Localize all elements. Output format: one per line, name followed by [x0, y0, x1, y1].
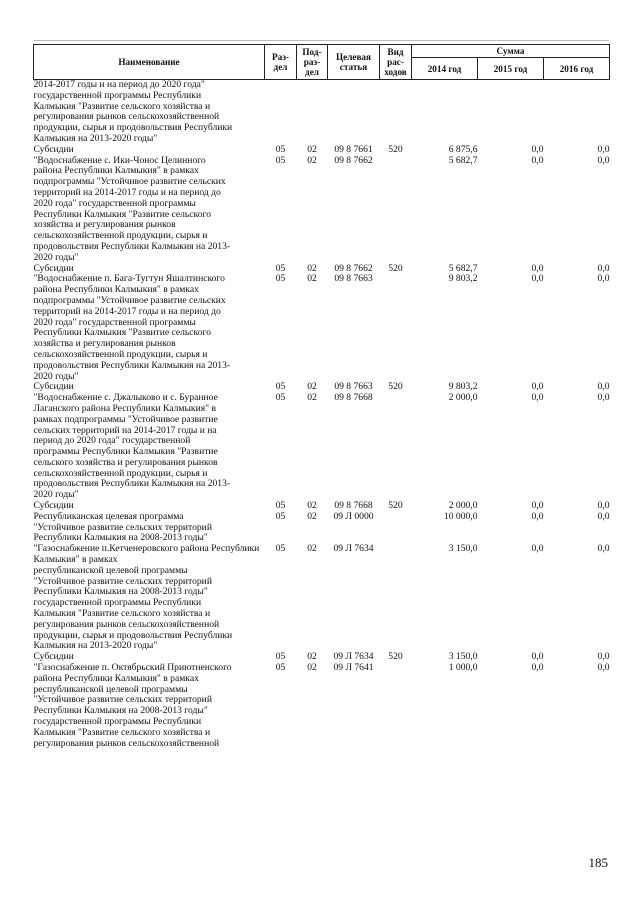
row-vid-rashodov	[380, 274, 412, 382]
row-podrazdel: 02	[307, 510, 317, 522]
row-razdel: 05	[275, 500, 286, 512]
row-cel-statya: 09 Л 7634	[333, 543, 374, 555]
header-razdel: Раз- дел	[265, 45, 297, 80]
row-2014: 1 000,0	[448, 662, 478, 674]
table-row	[34, 156, 610, 264]
row-razdel: 05	[275, 262, 286, 274]
table-row	[34, 512, 610, 544]
row-razdel: 05	[275, 273, 286, 285]
row-vid-rashodov	[380, 512, 412, 544]
row-2015: 0,0	[531, 500, 544, 512]
row-podrazdel: 02	[307, 273, 317, 285]
row-2016: 0,0	[597, 543, 610, 555]
row-name: "Газоснабжение п.Кетченеровского района Республики Калмыкия" в рамках республиканской целевой программы "Устойчивое развитие сельских территорий Республики Калмыкия на 2008-2013 годы" государственной программы Республики Калмыкия "Развитие сельского хозяйства и регулирования рынков сельскохозяйственной продукции, сырья и продовольствия Республики Калмыкия на 2013-2020 годы"	[33, 543, 260, 652]
row-name: 2014-2017 годы и на период до 2020 года" государственной программы Республики Калмыкия "Развитие сельского хозяйства и регулирования рынков сельскохозяйственной продукции, сырья и продовольствия Республики Калмыкия на 2013-2020 годы"	[33, 79, 233, 144]
row-2015: 0,0	[531, 543, 544, 555]
row-2014: 2 000,0	[448, 392, 478, 404]
table-row	[34, 274, 610, 382]
row-2016: 0,0	[597, 500, 610, 512]
row-2015: 0,0	[531, 154, 544, 166]
row-razdel	[265, 80, 297, 145]
row-cel-statya: 09 8 7662	[334, 262, 373, 274]
row-vid-rashodov	[380, 156, 412, 264]
row-2016: 0,0	[597, 510, 610, 522]
table-row	[34, 145, 610, 156]
row-2014: 2 000,0	[448, 500, 478, 512]
row-2015: 0,0	[531, 273, 544, 285]
row-2015: 0,0	[531, 510, 544, 522]
row-2014: 5 682,7	[448, 262, 478, 274]
row-name: "Водоснабжение с. Ики-Чонос Целинного района Республики Калмыкия" в рамках подпрограммы "Устойчивое развитие сельских территорий на 2014-2017 годы и на период до 2020 года" государственной программы Республики Калмыкия "Развитие сельского хозяйства и регулирования рынков сельскохозяйственной продукции, сырья и продовольствия Республики Калмыкия на 2013- 2020 годы"	[33, 154, 231, 263]
row-vid-rashodov	[380, 544, 412, 652]
row-name: "Газоснабжение п. Октябрьский Приютненского района Республики Калмыкия" в рамках республиканской целевой программы "Устойчивое развитие сельских территорий Республики Калмыкия на 2008-2013 годы" государственной программы Республики Калмыкия "Развитие сельского хозяйства и регулирования рынков сельскохозяйственной	[33, 662, 232, 749]
table-row	[34, 663, 610, 749]
table-row	[34, 393, 610, 501]
row-2016: 0,0	[597, 381, 610, 393]
row-vid-rashodov	[380, 393, 412, 501]
row-podrazdel: 02	[307, 143, 317, 155]
row-name: Субсидии	[33, 143, 74, 155]
row-cel-statya: 09 8 7668	[334, 500, 373, 512]
row-2016: 0,0	[597, 154, 610, 166]
row-2015: 0,0	[531, 381, 544, 393]
budget-table	[33, 44, 610, 749]
row-razdel: 05	[275, 662, 286, 674]
row-2014	[412, 80, 478, 145]
table-row	[34, 544, 610, 652]
header-podrazdel: Под- раз- дел	[297, 45, 328, 80]
row-vid-rashodov: 520	[388, 651, 403, 663]
row-razdel: 05	[275, 651, 286, 663]
row-razdel: 05	[275, 543, 286, 555]
row-vid-rashodov: 520	[388, 500, 403, 512]
row-podrazdel: 02	[307, 651, 317, 663]
row-2016: 0,0	[597, 273, 610, 285]
row-2015: 0,0	[531, 143, 544, 155]
row-cel-statya: 09 8 7661	[334, 143, 373, 155]
header-name: Наименование	[34, 45, 265, 80]
row-name: "Водоснабжение с. Джалыково и с. Буранное Лаганского района Республики Калмыкия" в рамках подпрограммы "Устойчивое развитие сельских территорий на 2014-2017 годы и на период до 2020 года" государственной программы Республики Калмыкия "Развитие сельского хозяйства и регулирования рынков сельскохозяйственной продукции, сырья и продовольствия Республики Калмыкия на 2013- 2020 годы"	[33, 392, 231, 501]
row-podrazdel: 02	[307, 543, 317, 555]
header-cel-statya: Целевая статья	[328, 45, 380, 80]
row-vid-rashodov: 520	[388, 262, 403, 274]
row-razdel: 05	[275, 143, 286, 155]
row-podrazdel	[297, 80, 328, 145]
row-vid-rashodov: 520	[388, 143, 403, 155]
row-name: Республиканская целевая программа "Устойчивое развитие сельских территорий Республики Калмыкия на 2008-2013 годы"	[33, 510, 212, 544]
page-number: 185	[588, 855, 608, 870]
row-2016: 0,0	[597, 662, 610, 674]
row-2016: 0,0	[597, 651, 610, 663]
row-podrazdel: 02	[307, 154, 317, 166]
row-name: Субсидии	[33, 651, 74, 663]
header-summa: Сумма	[412, 45, 610, 58]
row-cel-statya: 09 8 7662	[334, 154, 373, 166]
row-name: "Водоснабжение п. Бага-Тугтун Яшалтинского района Республики Калмыкия" в рамках подпрограммы "Устойчивое развитие сельских территорий на 2014-2017 годы и на период до 2020 года" государственной программы Республики Калмыкия "Развитие сельского хозяйства и регулирования рынков сельскохозяйственной продукции, сырья и продовольствия Республики Калмыкия на 2013- 2020 годы"	[33, 273, 231, 382]
header-2014: 2014 год	[412, 58, 478, 80]
row-name: Субсидии	[33, 500, 74, 512]
row-2015	[478, 80, 544, 145]
row-vid-rashodov: 520	[388, 381, 403, 393]
row-razdel: 05	[275, 392, 286, 404]
row-2014: 6 875,6	[448, 143, 478, 155]
row-razdel: 05	[275, 381, 286, 393]
row-cel-statya: 09 8 7663	[334, 273, 373, 285]
row-podrazdel: 02	[307, 662, 317, 674]
row-2014: 10 000,0	[443, 510, 478, 522]
row-2014: 9 803,2	[448, 273, 478, 285]
row-2016	[544, 80, 610, 145]
row-cel-statya: 09 Л 0000	[333, 510, 374, 522]
row-podrazdel: 02	[307, 392, 317, 404]
row-2016: 0,0	[597, 262, 610, 274]
header-2015: 2015 год	[478, 58, 544, 80]
row-podrazdel: 02	[307, 262, 317, 274]
top-rule	[33, 40, 609, 41]
row-2015: 0,0	[531, 392, 544, 404]
row-2015: 0,0	[531, 262, 544, 274]
row-cel-statya	[328, 80, 380, 145]
row-2016: 0,0	[597, 392, 610, 404]
table-row	[34, 80, 610, 145]
row-razdel: 05	[275, 510, 286, 522]
row-podrazdel: 02	[307, 500, 317, 512]
row-2015: 0,0	[531, 651, 544, 663]
budget-page	[33, 44, 609, 749]
row-name: Субсидии	[33, 381, 74, 393]
header-2016: 2016 год	[544, 58, 610, 80]
row-vid-rashodov	[380, 663, 412, 749]
row-2014: 3 150,0	[448, 651, 478, 663]
row-2014: 3 150,0	[448, 543, 478, 555]
row-2014: 9 803,2	[448, 381, 478, 393]
header-vid-rashodov: Вид рас- ходов	[380, 45, 412, 80]
row-cel-statya: 09 Л 7634	[333, 651, 374, 663]
row-razdel: 05	[275, 154, 286, 166]
row-2014: 5 682,7	[448, 154, 478, 166]
row-cel-statya: 09 Л 7641	[333, 662, 374, 674]
table-body	[34, 80, 610, 750]
row-podrazdel: 02	[307, 381, 317, 393]
row-2016: 0,0	[597, 143, 610, 155]
row-vid-rashodov	[380, 80, 412, 145]
row-cel-statya: 09 8 7668	[334, 392, 373, 404]
row-2015: 0,0	[531, 662, 544, 674]
row-cel-statya: 09 8 7663	[334, 381, 373, 393]
row-name: Субсидии	[33, 262, 74, 274]
